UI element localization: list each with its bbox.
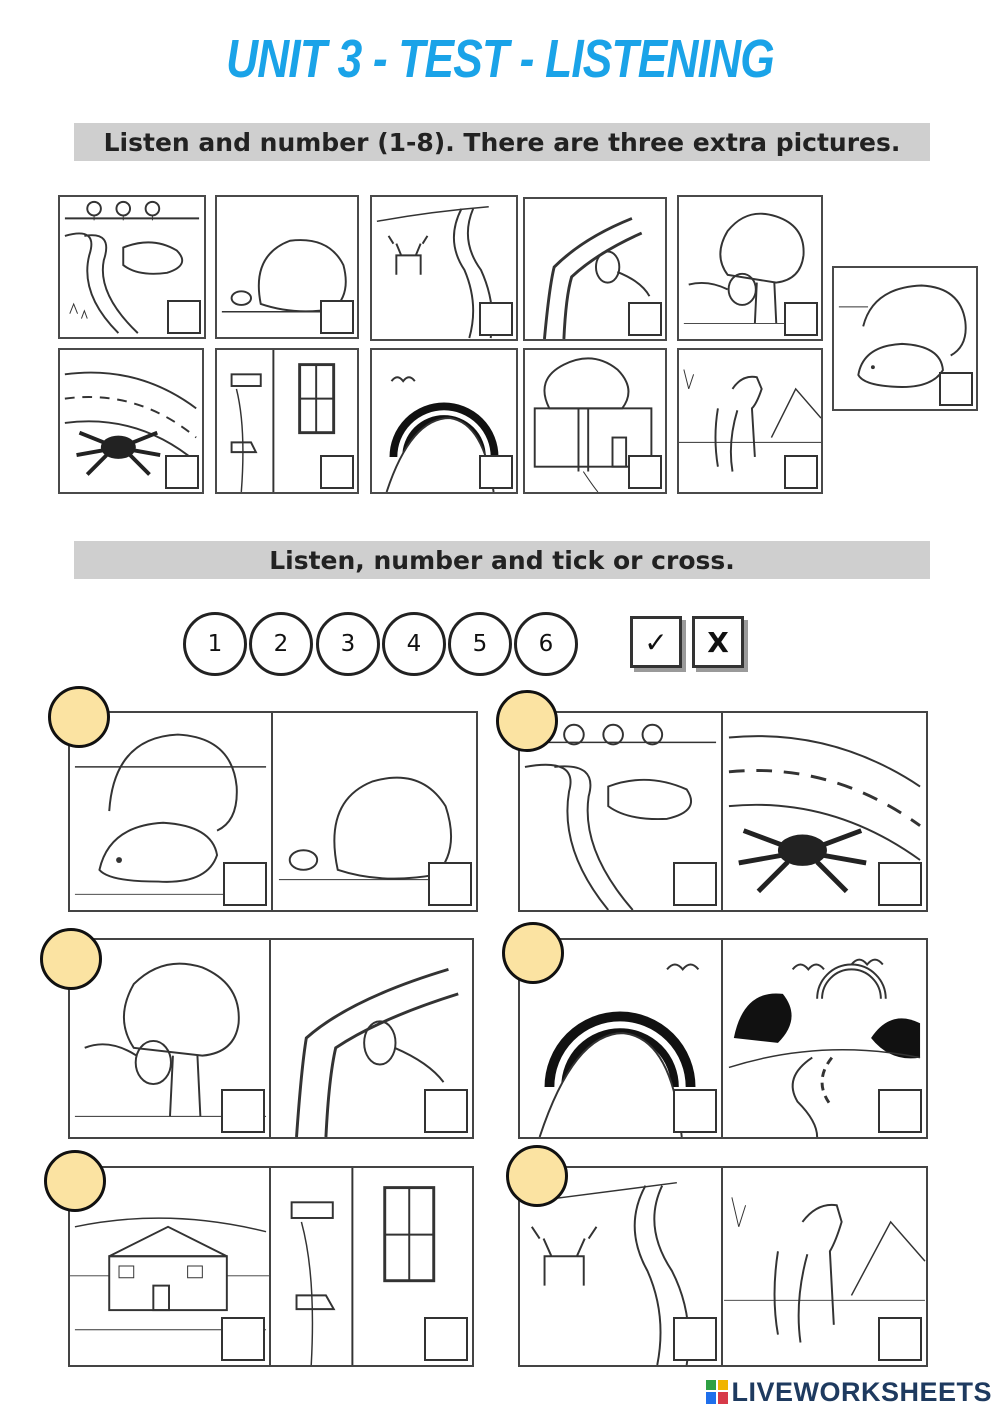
answer-box[interactable] bbox=[628, 302, 662, 336]
answer-box[interactable] bbox=[320, 300, 354, 334]
picture-rainbow-hill bbox=[370, 348, 518, 494]
answer-box[interactable] bbox=[784, 455, 818, 489]
instruction-banner-1: Listen and number (1-8). There are three extra pictures. bbox=[74, 123, 930, 161]
answer-box[interactable] bbox=[320, 455, 354, 489]
answer-box[interactable] bbox=[221, 1089, 265, 1133]
picture-owl-branch bbox=[523, 197, 667, 341]
number-slot-circle[interactable] bbox=[506, 1145, 568, 1207]
liveworksheets-logo[interactable] bbox=[705, 1377, 992, 1407]
pair-3 bbox=[68, 938, 474, 1139]
answer-box[interactable] bbox=[878, 1317, 922, 1361]
pair-5 bbox=[68, 1166, 474, 1367]
answer-box[interactable] bbox=[878, 1089, 922, 1133]
answer-box[interactable] bbox=[784, 302, 818, 336]
pair-4 bbox=[518, 938, 928, 1139]
number-slot-circle[interactable] bbox=[502, 922, 564, 984]
answer-box[interactable] bbox=[673, 1317, 717, 1361]
number-slot-circle[interactable] bbox=[40, 928, 102, 990]
pair-1 bbox=[68, 711, 478, 912]
number-circle-2: 2 bbox=[249, 612, 313, 676]
pair-2 bbox=[518, 711, 928, 912]
tick-mark: ✓ bbox=[630, 616, 682, 668]
liveworksheets-icon bbox=[705, 1379, 729, 1405]
cross-mark: X bbox=[692, 616, 744, 668]
answer-box[interactable] bbox=[878, 862, 922, 906]
picture-fox-gate bbox=[215, 348, 359, 494]
picture-owl-tree bbox=[677, 195, 823, 341]
number-circle-1: 1 bbox=[183, 612, 247, 676]
answer-box[interactable] bbox=[673, 1089, 717, 1133]
answer-box[interactable] bbox=[424, 1317, 468, 1361]
answer-box[interactable] bbox=[221, 1317, 265, 1361]
number-slot-circle[interactable] bbox=[44, 1150, 106, 1212]
number-circle-5: 5 bbox=[448, 612, 512, 676]
number-circle-3: 3 bbox=[316, 612, 380, 676]
answer-box[interactable] bbox=[939, 372, 973, 406]
picture-deer-mountain bbox=[677, 348, 823, 494]
answer-box[interactable] bbox=[673, 862, 717, 906]
number-circle-6: 6 bbox=[514, 612, 578, 676]
picture-deer-path bbox=[370, 195, 518, 341]
picture-lake-road bbox=[58, 195, 206, 339]
page-title: UNIT 3 - TEST - LISTENING bbox=[226, 29, 774, 89]
answer-box[interactable] bbox=[628, 455, 662, 489]
answer-box[interactable] bbox=[479, 302, 513, 336]
pair-6 bbox=[518, 1166, 928, 1367]
answer-box[interactable] bbox=[167, 300, 201, 334]
answer-box[interactable] bbox=[165, 455, 199, 489]
number-slot-circle[interactable] bbox=[48, 686, 110, 748]
picture-spider-road bbox=[58, 348, 204, 494]
answer-box[interactable] bbox=[424, 1089, 468, 1133]
instruction-banner-2: Listen, number and tick or cross. bbox=[74, 541, 930, 579]
answer-box[interactable] bbox=[428, 862, 472, 906]
answer-box[interactable] bbox=[479, 455, 513, 489]
picture-hedgehog-rock bbox=[832, 266, 978, 411]
number-circle-4: 4 bbox=[382, 612, 446, 676]
picture-rock-hedgehog bbox=[215, 195, 359, 339]
logo-text: LIVEWORKSHEETS bbox=[731, 1376, 992, 1407]
picture-house-tree bbox=[523, 348, 667, 494]
number-slot-circle[interactable] bbox=[496, 690, 558, 752]
answer-box[interactable] bbox=[223, 862, 267, 906]
